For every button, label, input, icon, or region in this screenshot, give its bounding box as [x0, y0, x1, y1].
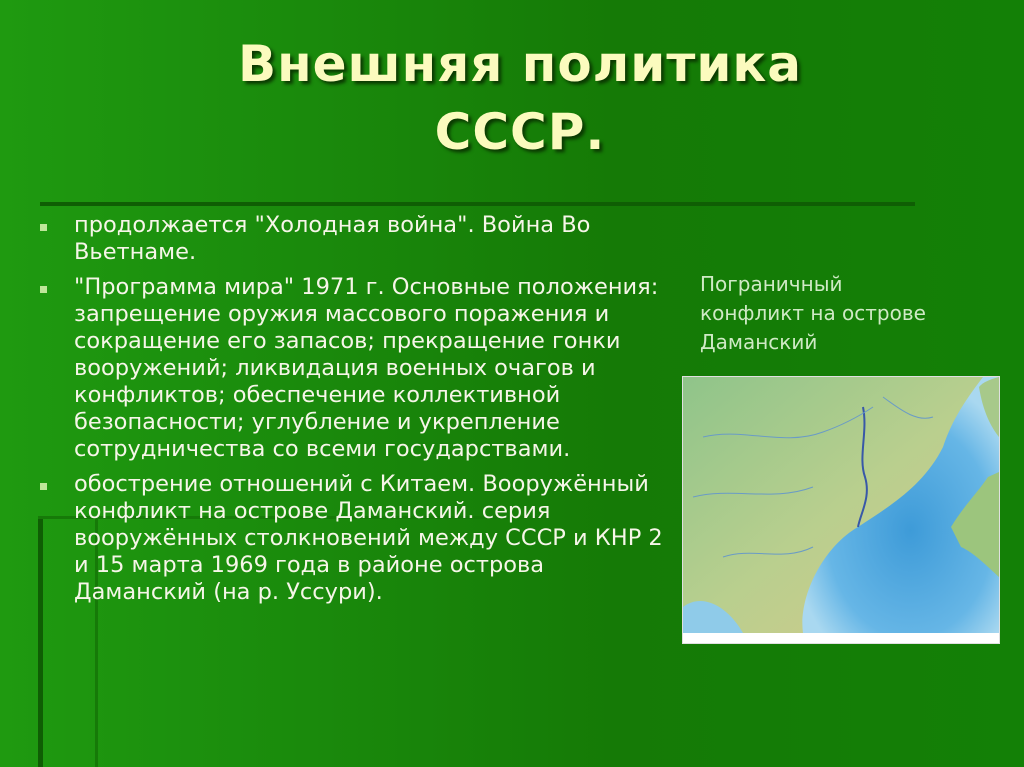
- map-illustration: [683, 377, 999, 643]
- bullet-square-icon: [40, 483, 47, 490]
- decorative-line-top: [40, 202, 915, 206]
- bullet-text-peace-program: "Программа мира" 1971 г. Основные положения: запрещение оружия массового поражения и сокращение его запасов; прекращение гонки вооружений; ликвидация военных очагов и конфликтов; обеспечение коллективной безопасности; углубление и укрепление сотрудничества со всеми государствами.: [74, 274, 659, 462]
- bullet-square-icon: [40, 224, 47, 231]
- bullet-text-cold-war: продолжается "Холодная война". Война Во Вьетнаме.: [74, 212, 591, 265]
- bullet-item: [38, 274, 678, 463]
- map-caption: [700, 270, 1000, 357]
- bullet-list: [38, 212, 678, 614]
- caption-line-3: Даманский: [700, 330, 818, 354]
- map-image: [682, 376, 1000, 644]
- caption-line-2: конфликт на острове: [700, 301, 926, 325]
- caption-line-1: Пограничный: [700, 272, 843, 296]
- bullet-item: [38, 212, 678, 266]
- bullet-square-icon: [40, 286, 47, 293]
- title-line-2: СССР.: [434, 103, 606, 161]
- bullet-item: [38, 471, 678, 606]
- bullet-text-china-conflict: обострение отношений с Китаем. Вооружённый конфликт на острове Даманский. серия вооружённых столкновений между СССР и КНР 2 и 15 марта 1969 года в районе острова Даманский (на р. Уссури).: [74, 471, 663, 605]
- title-line-1: Внешняя политика: [237, 35, 803, 93]
- slide-title: [110, 30, 930, 166]
